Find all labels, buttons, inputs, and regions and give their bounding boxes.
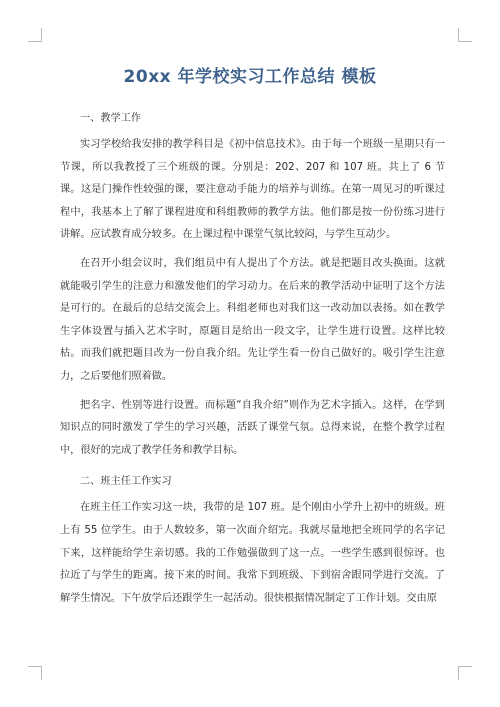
crop-mark-top-left-v [41,28,42,42]
document-body [60,104,445,610]
paragraph: 实习学校给我安排的教学科目是《初中信息技术》。由于每一个班级一星期只有一节课，所以我教授了三个班级的课。分别是：202、207 和 107 班。共上了 6 节课。这是门操作性较强的课，要注意动手能力的培养与训练。在第一周见习的听课过程中，我基本上了解了课程进度和科组教师的教学方法。他们都是按一份份练习进行讲解。应试教育成分较多。在上课过程中课堂气氛比较闷，与学生互动少。 [60,139,445,241]
paragraph: 在召开小组会议时，我们组员中有人提出了个方法。就是把题目改头换面。这就就能吸引学生的注意力和激发他们的学习动力。在后来的教学活动中证明了这个方法是可行的。在最后的总结交流会上。科组老师也对我们这一改动加以表扬。如在教学生字体设置与插入艺术字时，原题目是给出一段文字，让学生进行设置。这样比较枯。而我们就把题目改为一份自我介绍。先让学生看一份自己做好的。吸引学生注意力，之后要他们照着做。 [60,257,445,382]
paragraph: 把名字、性别等进行设置。而标题“自我介绍”则作为艺术字插入。这样，在学到知识点的同时激发了学生的学习兴趣，活跃了课堂气氛。总得来说，在整个教学过程中，很好的完成了教学任务和教学目标。 [60,399,445,456]
crop-mark-bottom-left-v [41,666,42,680]
section-heading-class-teacher: 二、班主任工作实习 [80,476,172,488]
document-title: 20xx 年学校实习工作总结 模板 [123,67,377,87]
crop-mark-bottom-left-h [28,666,42,667]
crop-mark-bottom-right-h [458,666,472,667]
paragraph: 在班主任工作实习这一块，我带的是 107 班。是个刚由小学升上初中的班级。班上有 55 位学生。由于人数较多，第一次面介绍完。我就尽量地把全班同学的名字记下来，这样能给学生亲切感。我的工作勉强做到了这一点。一些学生感到很惊讶。也拉近了与学生的距离。接下来的时间。我常下到班级、下到宿舍跟同学进行交流。了解学生情况。下午放学后还跟学生一起活动。很快根据情况制定了工作计划。交由原 [60,502,445,604]
crop-mark-top-left-h [28,41,42,42]
crop-mark-top-right-v [458,28,459,42]
section-heading-teaching: 一、教学工作 [80,113,142,124]
crop-mark-bottom-right-v [458,666,459,680]
crop-mark-top-right-h [458,41,472,42]
